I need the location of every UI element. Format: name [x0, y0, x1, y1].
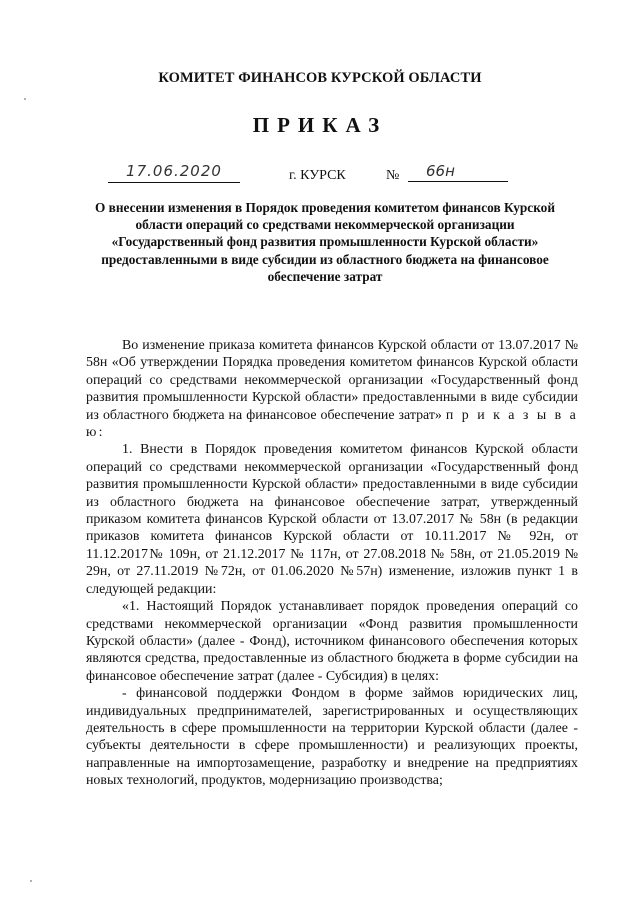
date-number-line: [0, 162, 640, 190]
handwritten-number: 66н: [408, 162, 508, 182]
organization-name: КОМИТЕТ ФИНАНСОВ КУРСКОЙ ОБЛАСТИ: [158, 70, 482, 86]
number-sign: №: [386, 168, 400, 183]
scan-speck: [24, 98, 26, 100]
paragraph-purpose-1: - финансовой поддержки Фондом в форме займов юридических лиц, индивидуальных предпринимателей, зарегистрированных и осуществляющих деятельность в сфере промышленности на территории Курской области (далее - субъекты деятельности в сфере промышленности) и реализующих проекты, направленные на импортозамещение, разработку и внедрение на предприятиях новых технологий, продуктов, модернизацию производства;: [86, 686, 578, 789]
document-title: ПРИКАЗ: [252, 113, 388, 137]
paragraph-new-wording: «1. Настоящий Порядок устанавливает порядок проведения операций со средствами некоммерческой организации «Фонд развития промышленности Курской области» (далее - Фонд), источником финансового обеспечения которых являются средства, предоставленные из областного бюджета в форме субсидии на финансовое обеспечение затрат (далее - Субсидия) в целях:: [86, 599, 578, 684]
order-body: [86, 337, 578, 790]
preamble-text: Во изменение приказа комитета финансов Курской области от 13.07.2017 № 58н «Об утверждении Порядка проведения комитетом финансов Курской области операций со средствами некоммерческой организации «Государственный фонд развития промышленности Курской области» предоставленными в виде субсидии из областного бюджета на финансовое обеспечение затрат»: [86, 338, 578, 423]
city-label: г. КУРСК: [289, 168, 346, 183]
paragraph-item-1: 1. Внести в Порядок проведения комитетом финансов Курской области операций со средствами некоммерческой организации «Государственный фонд развития промышленности Курской области» предоставленными в виде субсидии из областного бюджета на финансовое обеспечение затрат, утвержденный приказом комитета финансов Курской области от 13.07.2017 № 58н (в редакции приказов комитета финансов Курской области от 10.11.2017 № 92н, от 11.12.2017№ 109н, от 21.12.2017 № 117н, от 27.08.2018 № 58н, от 21.05.2019 № 29н, от 27.11.2019 №72н, от 01.06.2020 №57н) изменение, изложив пункт 1 в следующей редакции:: [86, 442, 578, 597]
order-subject: О внесении изменения в Порядок проведения комитетом финансов Курской области операций со средствами некоммерческой организации «Государственный фонд развития промышленности Курской области» предоставленными в виде субсидии из областного бюджета на финансовое обеспечение затрат: [95, 200, 555, 284]
order-word: п р и к а з ы в а ю:: [86, 407, 578, 441]
paragraph-preamble: [86, 337, 578, 441]
handwritten-date: 17.06.2020: [108, 162, 240, 183]
scan-speck: [30, 880, 32, 882]
